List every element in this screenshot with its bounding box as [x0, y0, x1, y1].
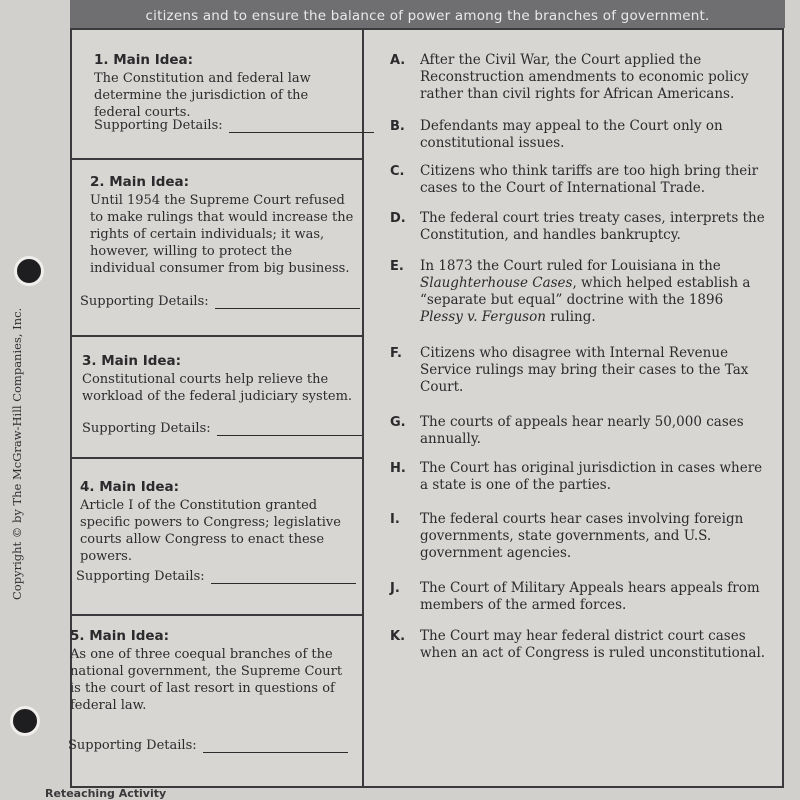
main-idea-box-5: [68, 616, 364, 786]
main-idea-box-2: [72, 160, 364, 337]
main-idea-text: The Constitution and federal law determine the jurisdiction of the federal courts.: [94, 71, 311, 120]
answer-d: [390, 210, 770, 244]
binder-hole-bottom: [10, 706, 40, 736]
main-ideas-column: [68, 30, 364, 786]
answer-text-part: ruling.: [545, 309, 596, 325]
answer-letter: E.: [390, 259, 404, 274]
answer-text: The Court of Military Appeals hears appeals from members of the armed forces.: [420, 580, 760, 613]
main-idea-title: 5. Main Idea:: [70, 628, 170, 644]
supporting-details-label: Supporting Details:: [82, 421, 211, 436]
main-idea-text: Constitutional courts help relieve the workload of the federal judiciary system.: [82, 372, 353, 404]
main-idea-title: 2. Main Idea:: [90, 174, 190, 190]
supporting-details-blank[interactable]: [211, 571, 356, 584]
supporting-details-row: [80, 294, 360, 309]
answer-text: Defendants may appeal to the Court only on constitutional issues.: [420, 118, 723, 151]
supporting-details-row: [76, 569, 356, 584]
main-idea-box-1: [72, 30, 364, 160]
answer-letter: B.: [390, 119, 405, 134]
main-idea-title: 3. Main Idea:: [82, 353, 182, 369]
copyright-notice: Copyright © by The McGraw-Hill Companies, Inc.: [10, 307, 24, 600]
answer-letter: J.: [390, 581, 400, 596]
answer-letter: K.: [390, 629, 406, 644]
answer-letter: A.: [390, 53, 406, 68]
header-text: citizens and to ensure the balance of power among the branches of government.: [145, 8, 710, 24]
answer-text: The federal court tries treaty cases, interprets the Constitution, and handles bankruptcy.: [420, 210, 765, 243]
answer-c: [390, 163, 770, 197]
binder-hole-top: [14, 256, 44, 286]
supporting-details-blank[interactable]: [203, 740, 348, 753]
answer-text: The federal courts hear cases involving foreign governments, state governments, and U.S. government agencies.: [420, 511, 744, 561]
answer-f: [390, 345, 770, 396]
answer-a: [390, 52, 770, 103]
answer-letter: I.: [390, 512, 400, 527]
answer-text-part: In 1873 the Court ruled for Louisiana in the: [420, 258, 721, 274]
main-idea-text: Article I of the Constitution granted specific powers to Congress; legislative courts allow Congress to enact these powers.: [80, 498, 341, 564]
supporting-details-row: [68, 738, 348, 753]
answer-letter: F.: [390, 346, 402, 361]
main-idea-title: 4. Main Idea:: [80, 479, 180, 495]
supporting-details-row: [94, 118, 374, 133]
answer-text: The Court has original jurisdiction in cases where a state is one of the parties.: [420, 460, 763, 493]
answer-b: [390, 118, 770, 152]
answer-text: The courts of appeals hear nearly 50,000 cases annually.: [420, 414, 744, 447]
answer-k: [390, 628, 770, 662]
answer-text: The Court may hear federal district court cases when an act of Congress is ruled unconstitutional.: [420, 628, 766, 661]
main-idea-title: 1. Main Idea:: [94, 52, 194, 68]
answer-text-part: , which helped establish a “separate but equal” doctrine with the 1896: [420, 275, 751, 308]
answer-letter: G.: [390, 415, 406, 430]
answer-letter: C.: [390, 164, 405, 179]
answer-i: [390, 511, 770, 562]
answer-e: [390, 258, 770, 326]
main-idea-text: As one of three coequal branches of the national government, the Supreme Court is the court of last resort in questions of federal law.: [70, 647, 343, 713]
answer-text: [420, 258, 770, 326]
supporting-details-blank[interactable]: [215, 296, 360, 309]
supporting-details-label: Supporting Details:: [68, 738, 197, 753]
answer-text: Citizens who think tariffs are too high bring their cases to the Court of International Trade.: [420, 163, 759, 196]
answer-h: [390, 460, 770, 494]
supporting-details-label: Supporting Details:: [80, 294, 209, 309]
main-idea-text: Until 1954 the Supreme Court refused to make rulings that would increase the rights of certain individuals; it was, however, willing to protect the individual consumer from big business.: [90, 193, 354, 276]
case-name-slaughterhouse: Slaughterhouse Cases: [420, 275, 573, 291]
answer-j: [390, 580, 770, 614]
main-idea-box-3: [72, 337, 364, 459]
answer-g: [390, 414, 770, 448]
worksheet-table: [70, 28, 784, 788]
answer-letter: D.: [390, 211, 406, 226]
answer-letter: H.: [390, 461, 406, 476]
answer-text: After the Civil War, the Court applied the Reconstruction amendments to economic policy rather than civil rights for African Americans.: [420, 52, 749, 102]
footer-text: Reteaching Activity: [45, 787, 167, 800]
supporting-details-row: [82, 421, 362, 436]
case-name-plessy: Plessy v. Ferguson: [420, 309, 546, 325]
supporting-details-blank[interactable]: [217, 423, 362, 436]
main-idea-box-4: [72, 459, 364, 616]
supporting-details-label: Supporting Details:: [76, 569, 205, 584]
answer-text: Citizens who disagree with Internal Revenue Service rulings may bring their cases to the Tax Court.: [420, 345, 749, 395]
supporting-details-label: Supporting Details:: [94, 118, 223, 133]
supporting-details-blank[interactable]: [229, 120, 374, 133]
